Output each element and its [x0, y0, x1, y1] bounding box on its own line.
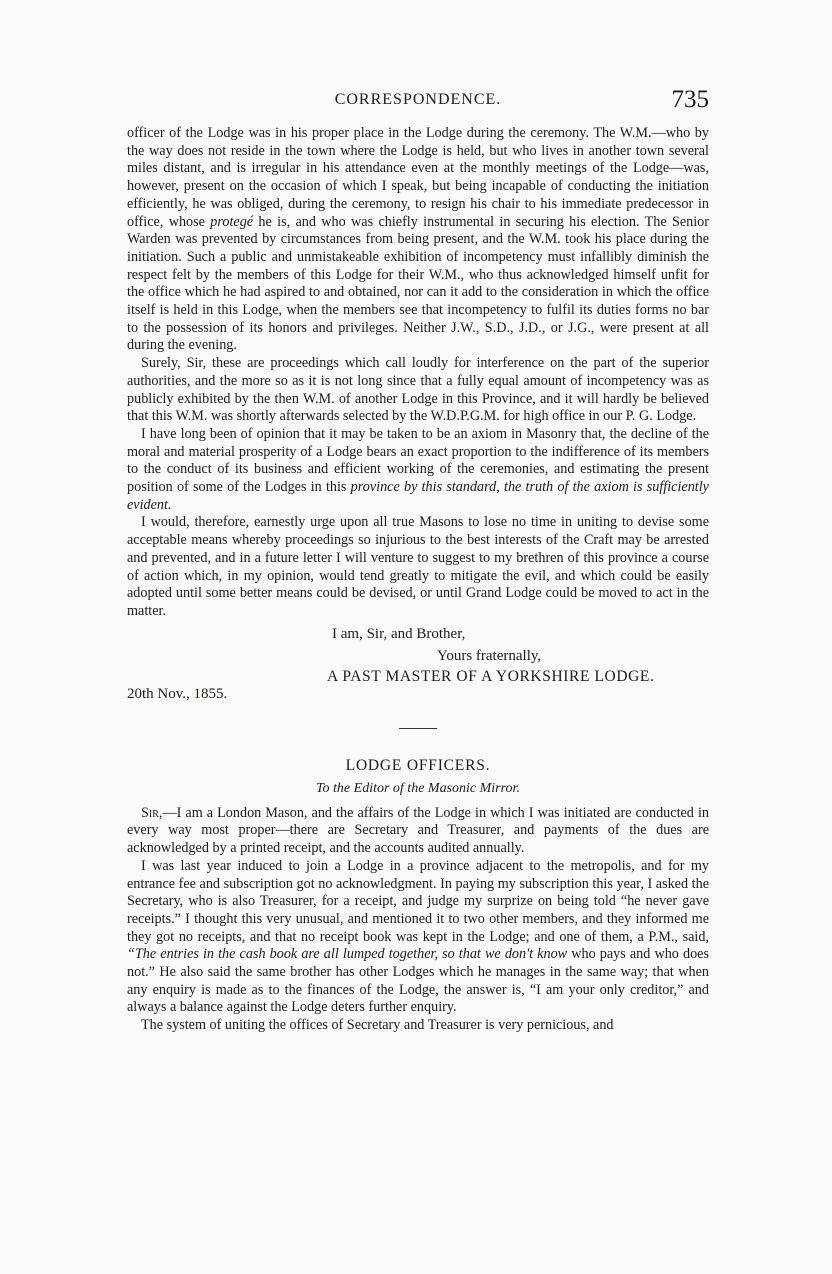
- paragraph: [127, 125, 709, 355]
- article-heading: LODGE OFFICERS.: [345, 756, 491, 774]
- salutation: Sir,: [141, 804, 163, 821]
- addressee-line: To the Editor of the Masonic Mirror.: [316, 780, 520, 796]
- paragraph: Surely, Sir, these are proceedings which call loudly for interference on the part of the superior authorities, and the more so as it is not long since that a fully equal amount of incompetency was as publicly exhibited by the then W.M. of another Lodge in this Province, and it will hardly be believed that this W.M. was shortly afterwards selected by the W.D.P.G.M. for high office in our P. G. Lodge.: [127, 355, 709, 425]
- paragraph-text: I have long been of opinion that it may be taken to be an axiom in Masonry that, the decline of the moral and material prosperity of a Lodge bears an exact proportion to the indifference of its members to the conduct of its business and efficient working of the ceremonies, and estimating the present position of some of the Lodges in this: [127, 425, 709, 496]
- italic-text: province by this standard, the truth of the axiom is sufficiently evident.: [127, 479, 709, 513]
- paragraph-text: who pays and who does not.” He also said the same brother has other Lodges which he manages in the same way; that when any enquiry is made as to the finances of the Lodge, the answer is, “I am your only creditor,” and always a balance against the Lodge deters further enquiry.: [127, 946, 710, 1016]
- italic-quote: “The entries in the cash book are all lumped together, so that we don't know: [127, 946, 568, 963]
- signature: A PAST MASTER OF A YORKSHIRE LODGE.: [327, 667, 655, 685]
- paragraph: [127, 805, 709, 858]
- closing-salutation: I am, Sir, and Brother,: [332, 625, 466, 642]
- paragraph: [127, 858, 709, 1017]
- paragraph-text: he is, and who was chiefly instrumental in securing his election. The Senior Warden was prevented by circumstances from being present, and the W.M. took his place during the initiation. Such a public and unmistakeable exhibition of incompetency must infallibly diminish the respect felt by the members of this Lodge for their W.M., who thus acknowledged himself unfit for the office which he had aspired to and obtained, nor can it add to the consideration in which the office itself is held in this Lodge, when the members see that incompetency to fulfil its duties forms no bar to the possession of its honors and privileges. Neither J.W., S.D., J.D., or J.G., were present at all during the evening.: [127, 213, 709, 354]
- paragraph: I would, therefore, earnestly urge upon all true Masons to lose no time in uniting to devise some acceptable means whereby proceedings so injurious to the best interests of the Craft may be arrested and prevented, and in a future letter I will venture to suggest to my brethren of this province a course of action which, in my opinion, would tend greatly to mitigate the evil, and which could be easily adopted until some better means could be devised, or until Grand Lodge could be moved to act in the matter.: [127, 514, 709, 619]
- page-body: [127, 125, 709, 1035]
- section-divider: [399, 728, 437, 729]
- closing-valediction: Yours fraternally,: [437, 647, 542, 664]
- signature-block: [127, 666, 709, 706]
- letter-date: 20th Nov., 1855.: [127, 685, 228, 702]
- paragraph: The system of uniting the offices of Secretary and Treasurer is very pernicious, and: [141, 1017, 614, 1034]
- paragraph-text: I was last year induced to join a Lodge in a province adjacent to the metropolis, and for my entrance fee and subscription got no acknowledgment. In paying my subscription this year, I asked the Secretary, who is also Treasurer, for a receipt, and judge my surprize on being told “he never gave receipts.” I thought this very unusual, and mentioned it to two other members, and they informed me they got no receipts, and that no receipt book was kept in the Lodge; and one of them, a P.M., said,: [127, 857, 709, 945]
- section-title: CORRESPONDENCE.: [334, 91, 502, 108]
- running-header: [127, 86, 709, 118]
- page-number: 735: [671, 86, 709, 113]
- paragraph: [127, 426, 709, 515]
- paragraph-text: —I am a London Mason, and the affairs of the Lodge in which I was initiated are conducted in every way most proper—there are Secretary and Treasurer, and payments of the dues are acknowledged by a printed receipt, and the accounts audited annually.: [127, 804, 709, 857]
- paragraph-text: officer of the Lodge was in his proper place in the Lodge during the ceremony. The W.M.—who by the way does not reside in the town where the Lodge is held, but who lives in another town several miles distant, and is irregular in his attendance even at the monthly meetings of the Lodge—was, however, present on the occasion of which I speak, but being incapable of conducting the initiation efficiently, he was obliged, during the ceremony, to resign his chair to his immediate predecessor in office, whose: [127, 125, 709, 230]
- italic-term: protegé: [210, 213, 254, 230]
